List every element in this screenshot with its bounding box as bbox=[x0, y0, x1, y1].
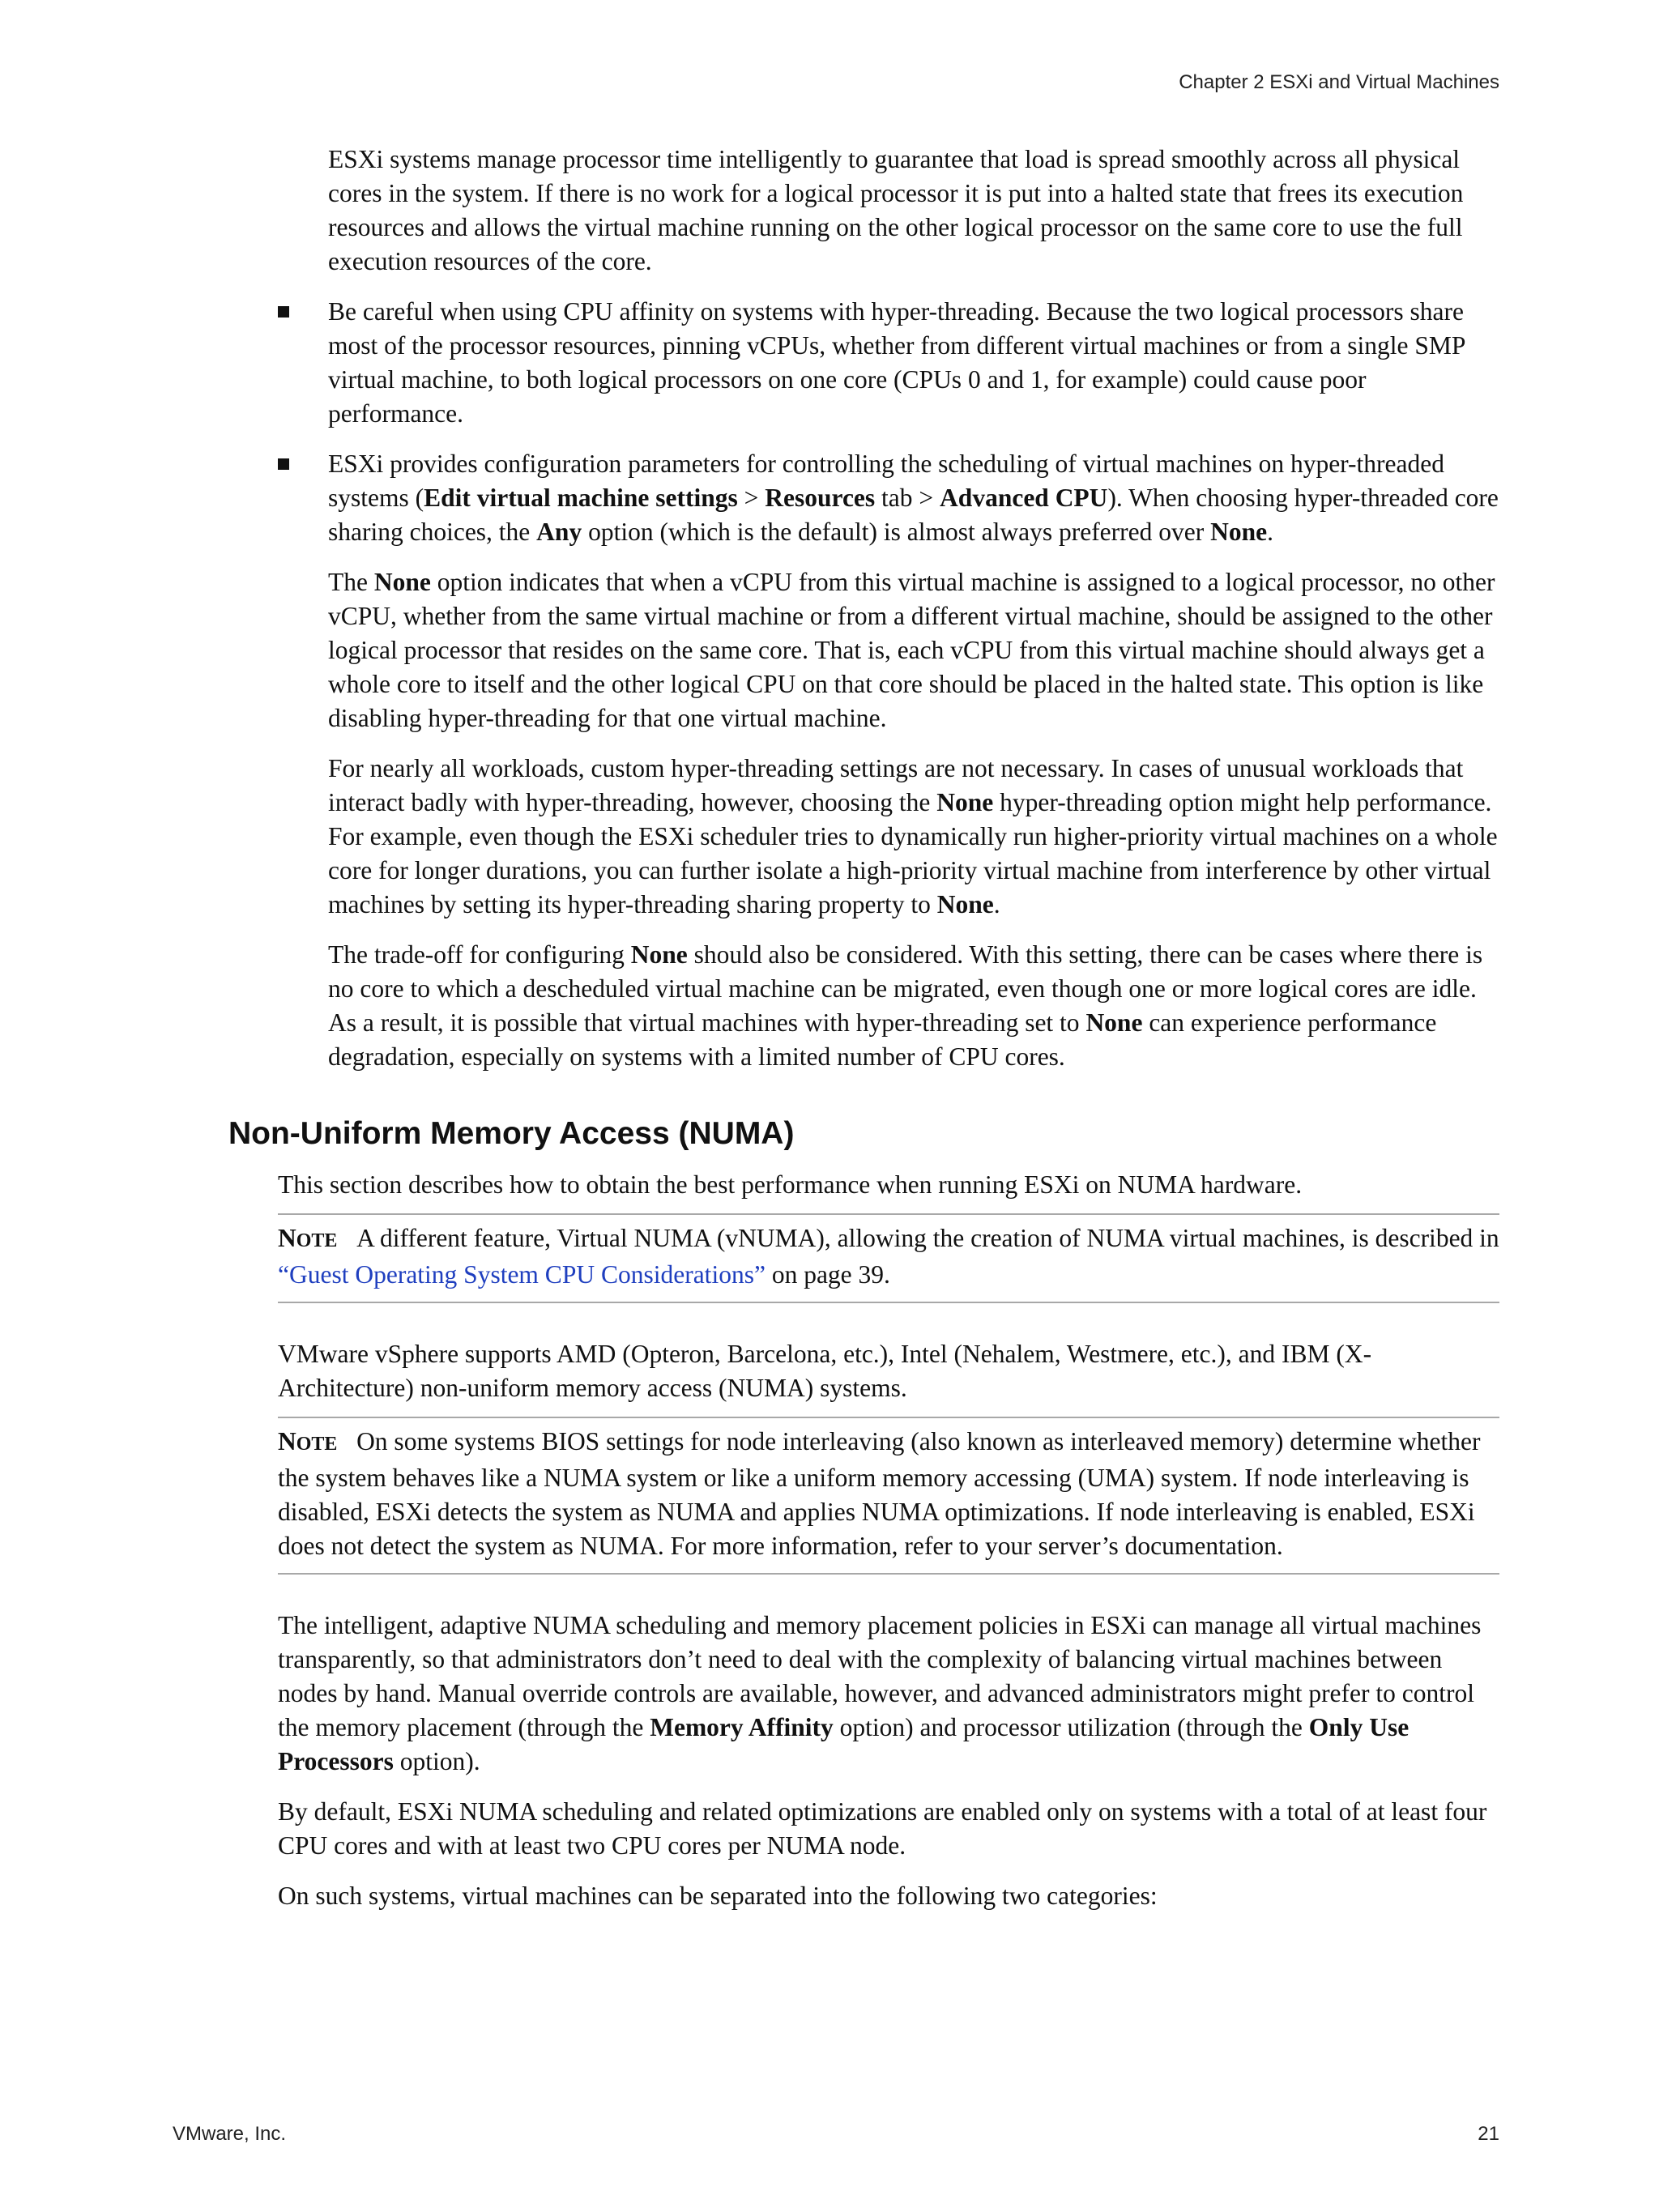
note-vnuma: NOTE A different feature, Virtual NUMA (vNUMA), allowing the creation of NUMA virtual machines, is described in “Guest Operating System CPU Considerations” on page 39. bbox=[278, 1213, 1499, 1303]
intro-paragraph: ESXi systems manage processor time intelligently to guarantee that load is spread smoothly across all physical cores in the system. If there is no work for a logical processor it is put into a halted state that frees its execution resources and allows the virtual machine running on the other logical processor on the same core to use the full execution resources of the core. bbox=[328, 145, 1464, 275]
page-number: 21 bbox=[1478, 2123, 1499, 2145]
section-heading: Non-Uniform Memory Access (NUMA) bbox=[228, 1116, 795, 1151]
default-paragraph: By default, ESXi NUMA scheduling and related optimizations are enabled only on systems with a total of at least four CPU cores and with at least two CPU cores per NUMA node. bbox=[278, 1797, 1487, 1860]
tradeoff-paragraph: The trade-off for configuring None should also be considered. With this setting, there can be cases where there is no core to which a descheduled virtual machine can be migrated, even though one or more logical cores are idle. As a result, it is possible that virtual machines with hyper-threading set to None can experience performance degradation, especially on systems with a limited number of CPU cores. bbox=[328, 940, 1483, 1071]
ui-path-resources: Resources bbox=[765, 484, 876, 512]
option-none: None bbox=[1085, 1008, 1143, 1037]
note-bios-interleaving: NOTE On some systems BIOS settings for node interleaving (also known as interleaved memory) determine whether the system behaves like a NUMA system or like a uniform memory accessing (UMA) system. If node interleaving is disabled, ESXi detects the system as NUMA and applies NUMA optimizations. If node interleaving is enabled, ESXi does not detect the system as NUMA. For more information, refer to your server’s documentation. bbox=[278, 1417, 1499, 1575]
none-option-paragraph: The None option indicates that when a vCPU from this virtual machine is assigned to a logical processor, no other vCPU, whether from the same virtual machine or from a different virtual machine, should be assigned to the other logical processor that resides on the same core. That is, each vCPU from this virtual machine should always get a whole core to itself and the other logical CPU on that core should be placed in the halted state. This option is like disabling hyper-threading for that one virtual machine. bbox=[328, 568, 1495, 732]
option-none: None bbox=[936, 788, 994, 816]
option-none: None bbox=[1210, 518, 1268, 546]
bullet-marker bbox=[278, 306, 289, 318]
option-none: None bbox=[936, 890, 994, 918]
ui-path-advanced-cpu: Advanced CPU bbox=[940, 484, 1108, 512]
note-label: NOTE bbox=[278, 1427, 338, 1455]
vsphere-paragraph: VMware vSphere supports AMD (Opteron, Barcelona, etc.), Intel (Nehalem, Westmere, etc.), and IBM (X-Architecture) non-uniform memory access (NUMA) systems. bbox=[278, 1340, 1372, 1402]
page-content bbox=[0, 143, 1659, 1913]
ui-path-edit-settings: Edit virtual machine settings bbox=[424, 484, 738, 512]
categories-paragraph: On such systems, virtual machines can be separated into the following two categories: bbox=[278, 1882, 1158, 1910]
bullet-config-params: ESXi provides configuration parameters for controlling the scheduling of virtual machines on hyper-threaded systems (Edit virtual machine settings > Resources tab > Advanced CPU). When choosing hyper-threaded core sharing choices, the Any option (which is the default) is almost always preferred over None. bbox=[328, 447, 1499, 549]
option-memory-affinity: Memory Affinity bbox=[650, 1713, 834, 1741]
workloads-paragraph: For nearly all workloads, custom hyper-threading settings are not necessary. In cases of unusual workloads that interact badly with hyper-threading, however, choosing the None hyper-threading option might help performance. For example, even though the ESXi scheduler tries to dynamically run higher-priority virtual machines on a whole core for longer durations, you can further isolate a high-priority virtual machine from interference by other virtual machines by setting its hyper-threading sharing property to None. bbox=[328, 754, 1498, 918]
guest-os-cpu-link[interactable]: “Guest Operating System CPU Considerations” bbox=[278, 1260, 766, 1289]
adaptive-numa-paragraph: The intelligent, adaptive NUMA scheduling and memory placement policies in ESXi can manage all virtual machines transparently, so that administrators don’t need to deal with the complexity of balancing virtual machines between nodes by hand. Manual override controls are available, however, and advanced administrators might prefer to control the memory placement (through the Memory Affinity option) and processor utilization (through the Only Use Processors option). bbox=[278, 1611, 1482, 1775]
option-none: None bbox=[630, 940, 688, 969]
option-only-use-processors: Only Use Processors bbox=[278, 1713, 1410, 1775]
section-intro: This section describes how to obtain the best performance when running ESXi on NUMA hardware. bbox=[278, 1170, 1303, 1199]
footer-company: VMware, Inc. bbox=[173, 2123, 287, 2145]
bullet-marker bbox=[278, 458, 289, 470]
note-label: NOTE bbox=[278, 1224, 338, 1252]
option-any: Any bbox=[536, 518, 582, 546]
bullet-cpu-affinity: Be careful when using CPU affinity on systems with hyper-threading. Because the two logical processors share most of the processor resources, pinning vCPUs, whether from different virtual machines or from a single SMP virtual machine, to both logical processors on one core (CPUs 0 and 1, for example) could cause poor performance. bbox=[328, 295, 1499, 431]
option-none: None bbox=[373, 568, 431, 596]
running-header: Chapter 2 ESXi and Virtual Machines bbox=[1179, 71, 1499, 93]
